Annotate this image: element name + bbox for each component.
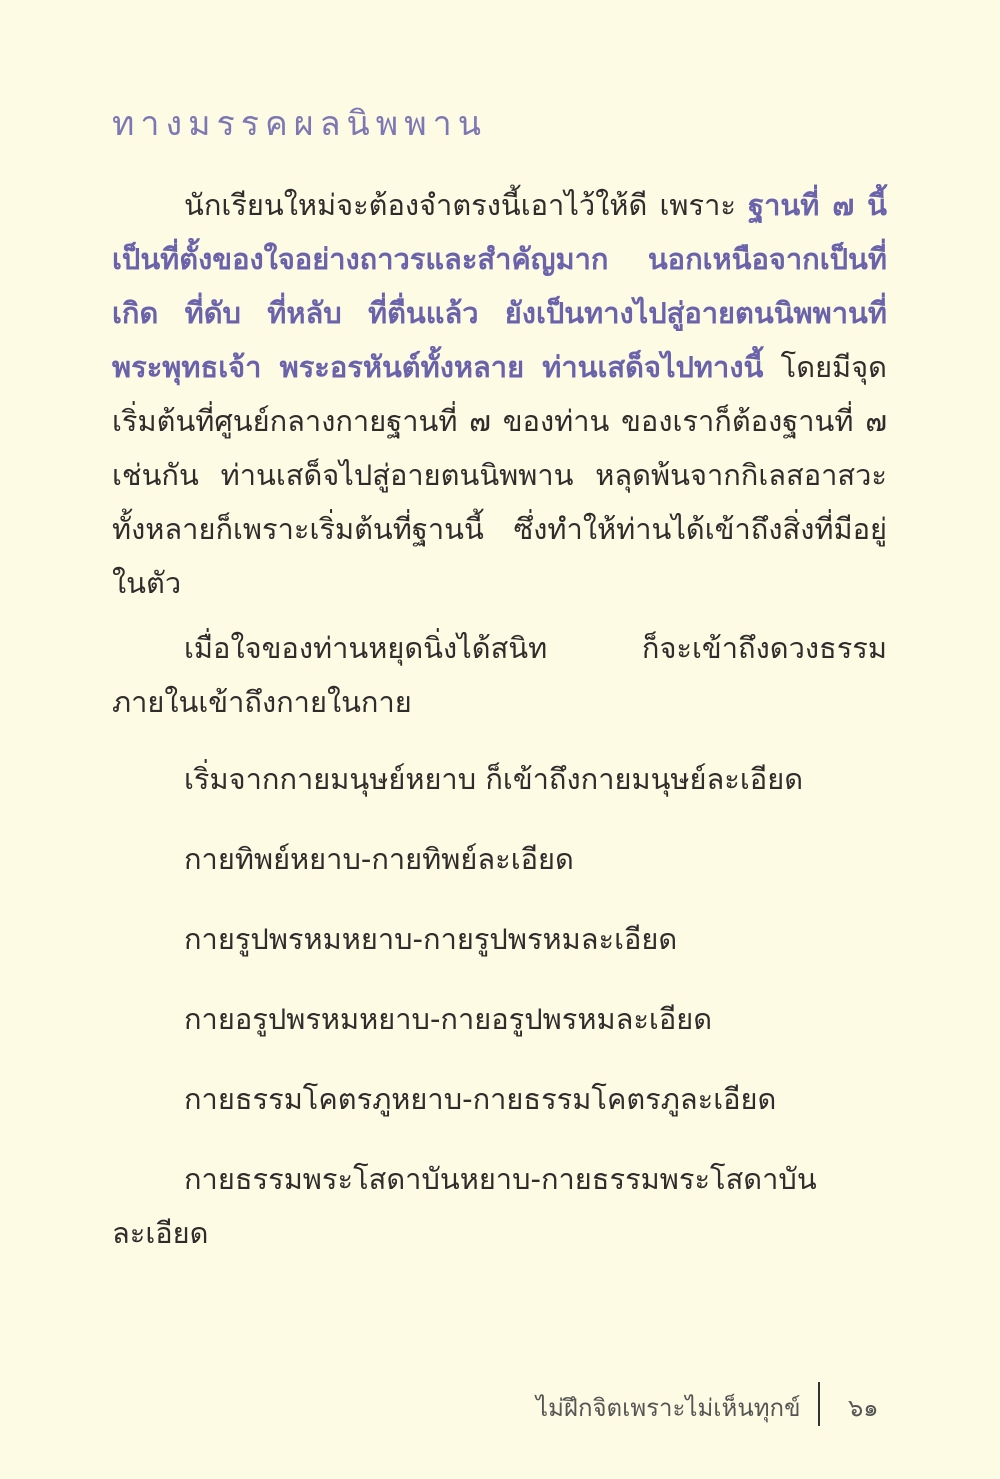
page-number: ๖๑ [848,1394,879,1422]
section-heading: ทางมรรคผลนิพพาน [112,104,487,144]
paragraph-1-rest: โดยมีจุดเริ่มต้นที่ศูนย์กลางกายฐานที่ ๗ ของท่าน ของเราก็ต้องฐานที่ ๗ เช่นกัน ท่านเสด็จไปสู่อายตนนิพพาน หลุดพ้นจากกิเลสอาสวะทั้งหลายก็เพราะเริ่มต้นที่ฐานนี้ ซึ่งทำให้ท่านได้เข้าถึงสิ่งที่มีอยู่ในตัว [112,350,887,600]
paragraph-1-emphasis: ฐานที่ ๗ นี้เป็นที่ตั้งของใจอย่างถาวรและสำคัญมาก นอกเหนือจากเป็นที่เกิด ที่ดับ ที่หลับ ที่ตื่นแล้ว ยังเป็นทางไปสู่อายตนนิพพานที่พระพุทธเจ้า พระอรหันต์ทั้งหลาย ท่านเสด็จไปทางนี้ [112,188,887,384]
page-footer [536,1382,886,1428]
paragraph-1-intro: นักเรียนใหม่จะต้องจำตรงนี้เอาไว้ให้ดี เพราะ [184,188,749,222]
body-line-3: กายรูปพรหมหยาบ-กายรูปพรหมละเอียด [184,922,678,956]
paragraph-2: เมื่อใจของท่านหยุดนิ่งได้สนิท ก็จะเข้าถึงดวงธรรมภายในเข้าถึงกายในกาย [112,631,887,719]
body-line-2: กายทิพย์หยาบ-กายทิพย์ละเอียด [184,842,574,876]
footer-book-title: ไม่ฝึกจิตเพราะไม่เห็นทุกข์ [536,1394,801,1422]
footer-divider [818,1382,820,1426]
paragraph-3: กายธรรมพระโสดาบันหยาบ-กายธรรมพระโสดาบันละเอียด [112,1162,817,1250]
body-line-4: กายอรูปพรหมหยาบ-กายอรูปพรหมละเอียด [184,1002,713,1036]
paragraph-1 [112,178,887,610]
body-line-1: เริ่มจากกายมนุษย์หยาบ ก็เข้าถึงกายมนุษย์ละเอียด [184,762,804,796]
body-line-5: กายธรรมโคตรภูหยาบ-กายธรรมโคตรภูละเอียด [184,1082,777,1116]
